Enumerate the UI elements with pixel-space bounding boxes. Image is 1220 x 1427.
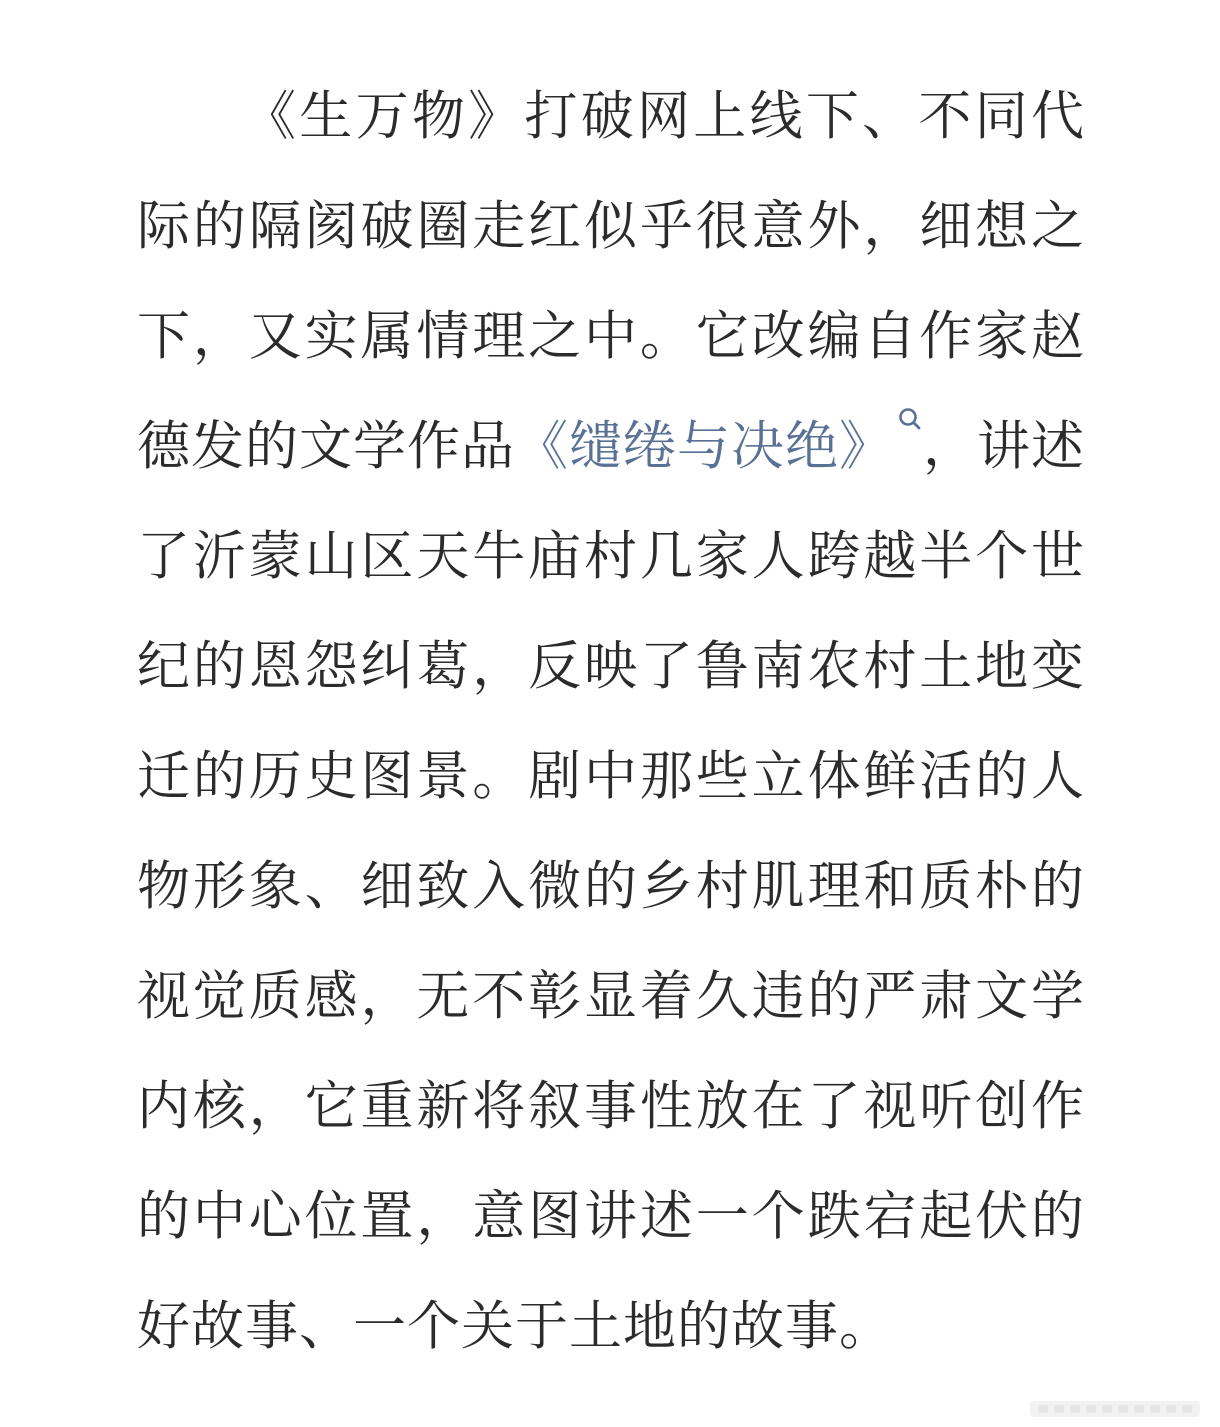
book-title-link-text: 《缱绻与决绝》 [515,416,893,477]
article-paragraph [137,62,1085,1382]
paragraph-text-after-link: ，讲述了沂蒙山区天牛庙村几家人跨越半个世纪的恩怨纠葛，反映了鲁南农村土地变迁的历史图景。剧中那些立体鲜活的人物形象、细致入微的乡村肌理和质朴的视觉质感，无不彰显着久违的严肃文学内核，它重新将叙事性放在了视听创作的中心位置，意图讲述一个跌宕起伏的好故事、一个关于土地的故事。 [137,416,1085,1357]
paragraph-text-before-link: 《生万物》打破网上线下、不同代际的隔阂破圈走红似乎很意外，细想之下，又实属情理之中。它改编自作家赵德发的文学作品 [137,86,1085,477]
book-title-link[interactable] [515,416,923,477]
article-body [137,62,1085,1382]
search-icon [897,406,923,438]
watermark-logo [1030,1397,1210,1421]
